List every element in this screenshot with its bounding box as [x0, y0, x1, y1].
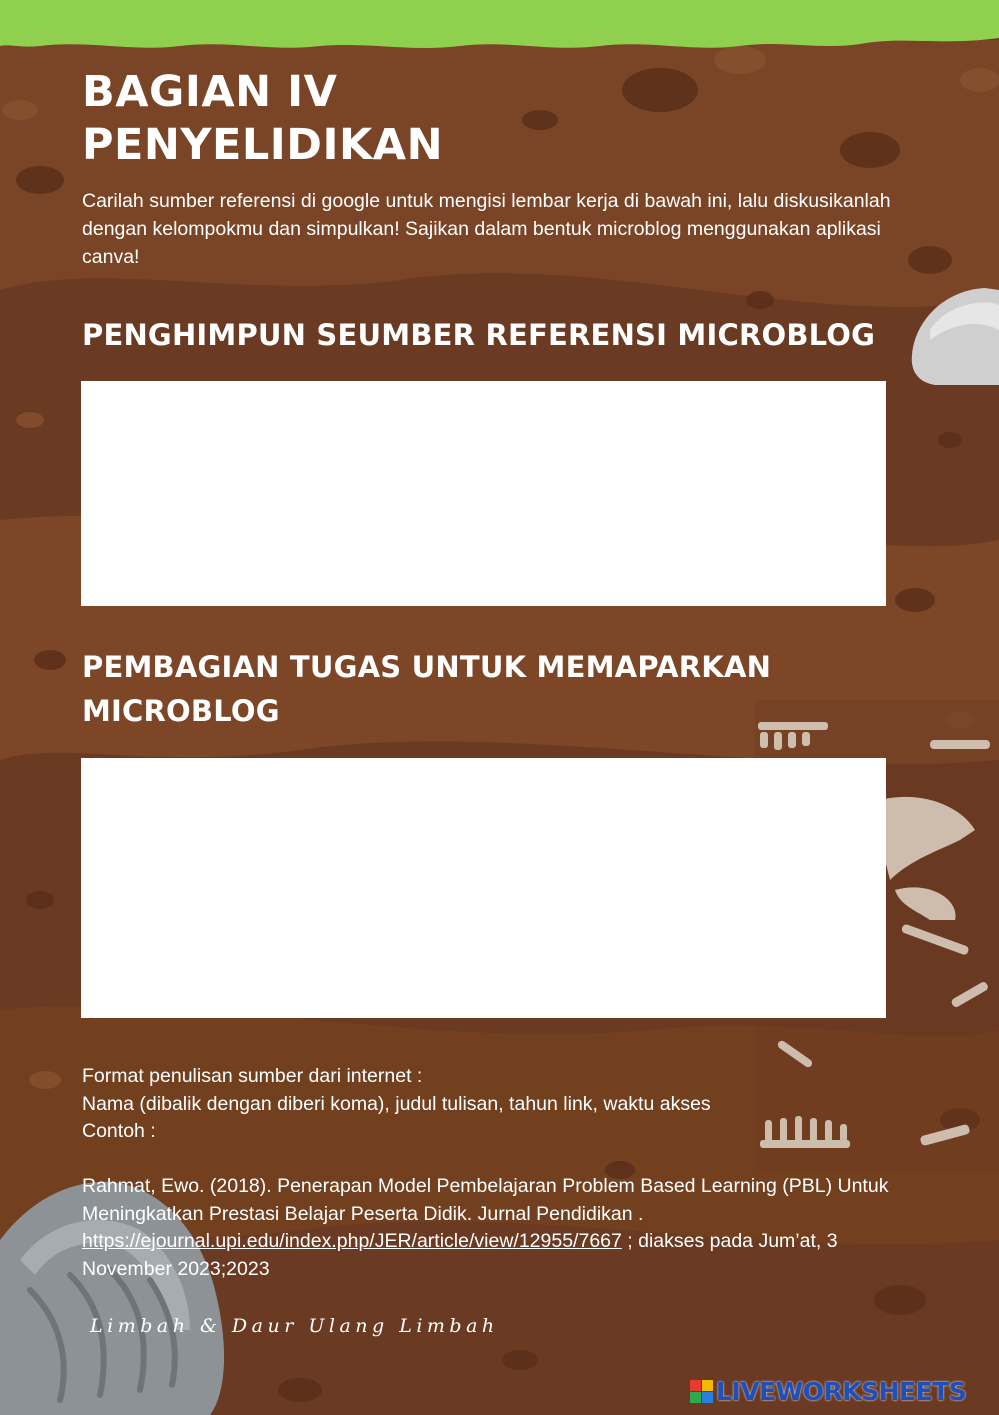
citation-example-text: Rahmat, Ewo. (2018). Penerapan Model Pembelajaran Problem Based Learning (PBL) Untuk Meningkatkan Prestasi Belajar Peserta Didik. Jurnal Pendidikan . — [82, 1175, 889, 1225]
liveworksheets-wordmark: LIVEWORKSHEETS — [716, 1376, 967, 1406]
citation-example — [82, 1173, 912, 1283]
logo-square-green — [690, 1392, 701, 1403]
citation-example-tail: ; diakses pada Jum’at, 3 November 2023;2023 — [82, 1230, 838, 1280]
citation-example-link[interactable]: https://ejournal.upi.edu/index.php/JER/article/view/12955/7667 — [82, 1230, 622, 1252]
logo-square-yellow — [702, 1380, 713, 1391]
footer-topic-label: Limbah & Daur Ulang Limbah — [90, 1315, 499, 1337]
citation-format-block — [82, 1063, 912, 1283]
logo-square-blue — [702, 1392, 713, 1403]
format-line1: Format penulisan sumber dari internet : — [82, 1065, 423, 1087]
page-title-line1: BAGIAN IV — [82, 67, 338, 117]
page-title-line2: PENYELIDIKAN — [82, 120, 444, 170]
section1-heading: PENGHIMPUN SEUMBER REFERENSI MICROBLOG — [82, 318, 876, 352]
section1-answer-box[interactable] — [81, 381, 886, 606]
format-spacer — [82, 1146, 912, 1174]
format-line3: Contoh : — [82, 1120, 156, 1142]
liveworksheets-logo-icon — [690, 1380, 713, 1403]
section2-heading: PEMBAGIAN TUGAS UNTUK MEMAPARKAN MICROBLOG — [82, 650, 772, 728]
section2-answer-box[interactable] — [81, 758, 886, 1018]
format-line2: Nama (dibalik dengan diberi koma), judul tulisan, tahun link, waktu akses — [82, 1092, 711, 1115]
page-title — [82, 66, 443, 172]
liveworksheets-brand[interactable] — [690, 1376, 966, 1406]
logo-square-red — [690, 1380, 701, 1391]
instructions-text: Carilah sumber referensi di google untuk mengisi lembar kerja di bawah ini, lalu diskusikanlah dengan kelompokmu dan simpulkan! Sajikan dalam bentuk microblog menggunakan aplikasi canva! — [82, 190, 891, 268]
